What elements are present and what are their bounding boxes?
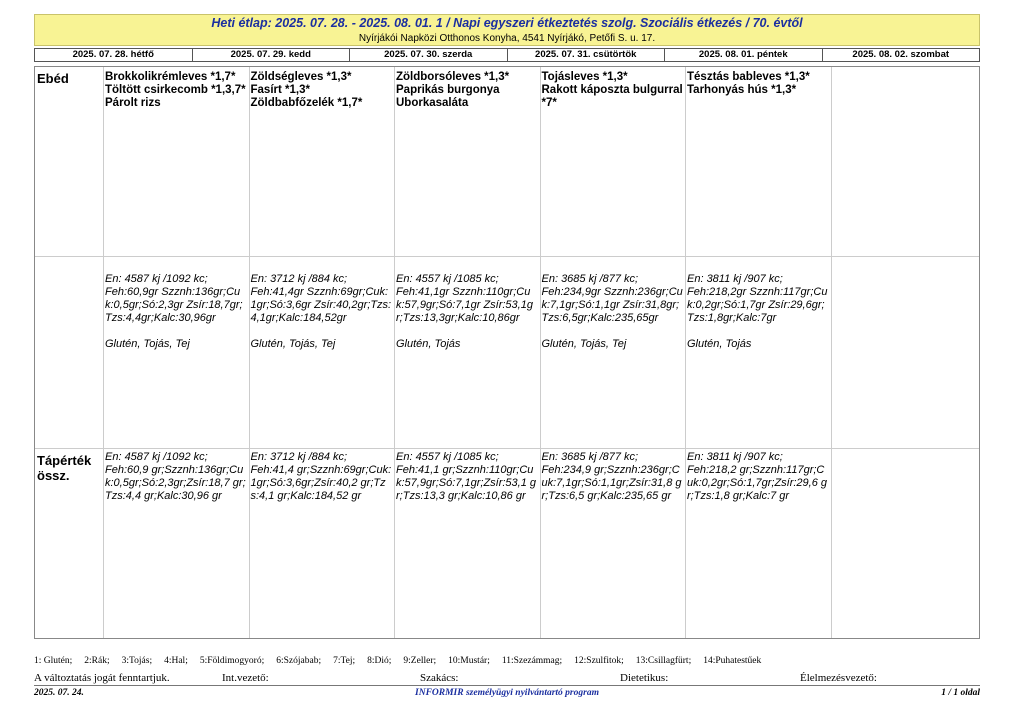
nutrient-detail: Feh:234,9 gr;Szznh:236gr;Cuk:7,1gr;Só:1,1gr;Zsír:31,8 gr;Tzs:6,5 gr;Kalc:235,65 gr xyxy=(541,464,682,502)
menu-cell xyxy=(249,67,395,256)
totals-row xyxy=(35,449,979,638)
totals-cell xyxy=(540,449,686,638)
menu-header xyxy=(34,14,980,46)
legend-item: 10:Mustár; xyxy=(448,656,490,666)
page-number: 1 / 1 oldal xyxy=(941,688,980,698)
nutrition-row xyxy=(35,257,979,449)
dish: Paprikás burgonya xyxy=(396,84,500,96)
legend-item: 9:Zeller; xyxy=(403,656,437,666)
energy-value: En: 3685 kj /877 kc; xyxy=(541,273,639,285)
int-head-signature: Int.vezető: xyxy=(222,672,269,684)
legend-item: 7:Tej; xyxy=(333,656,356,666)
dish: Tésztás bableves *1,3* xyxy=(687,71,810,83)
allergen-list: Glutén, Tojás xyxy=(687,338,752,350)
nutrition-cell xyxy=(685,257,831,448)
dish: Tojásleves *1,3* xyxy=(541,71,628,83)
legend-item: 5:Földimogyoró; xyxy=(199,656,265,666)
nutrient-detail: Feh:41,4gr Szznh:69gr;Cuk:1gr;Só:3,6gr Zsír:40,2gr;Tzs:4,1gr;Kalc:184,52gr xyxy=(250,286,392,324)
page-footer xyxy=(34,688,980,702)
nutrition-cell xyxy=(831,257,980,448)
nutrient-detail: Feh:218,2gr Szznh:117gr;Cuk:0,2gr;Só:1,7gr Zsír:29,6gr;Tzs:1,8gr;Kalc:7gr xyxy=(687,286,828,324)
disclaimer: A változtatás jogát fenntartjuk. xyxy=(34,672,170,684)
day-header-row xyxy=(34,48,980,62)
lunch-row xyxy=(35,67,979,257)
menu-title: Heti étlap: 2025. 07. 28. - 2025. 08. 01. 1 / Napi egyszeri étkeztetés szolg. Szociális étkezés / 70. évtől xyxy=(211,16,803,30)
totals-cell xyxy=(249,449,395,638)
energy-value: En: 3811 kj /907 kc; xyxy=(687,273,783,285)
legend-item: 3:Tojás; xyxy=(121,656,153,666)
allergen-list: Glutén, Tojás, Tej xyxy=(105,338,190,350)
legend-item: 11:Szezámmag; xyxy=(501,656,563,666)
nutrition-cell xyxy=(103,257,249,448)
dish: Zöldségleves *1,3* xyxy=(250,71,352,83)
dish: Uborkasaláta xyxy=(396,97,469,109)
nutrient-detail: Feh:41,1 gr;Szznh:110gr;Cuk:57,9gr;Só:7,1gr;Zsír:53,1 gr;Tzs:13,3 gr;Kalc:10,86 gr xyxy=(396,464,537,502)
legend-item: 8:Dió; xyxy=(367,656,392,666)
dish: Rakott káposzta bulgurral *7* xyxy=(541,84,683,109)
signature-line xyxy=(34,672,980,686)
nutrient-detail: Feh:60,9 gr;Szznh:136gr;Cuk:0,5gr;Só:2,3gr;Zsír:18,7 gr;Tzs:4,4 gr;Kalc:30,96 gr xyxy=(105,464,246,502)
nutrient-detail: Feh:41,1gr Szznh:110gr;Cuk:57,9gr;Só:7,1gr Zsír:53,1gr;Tzs:13,3gr;Kalc:10,86gr xyxy=(396,286,533,324)
nutrition-cell xyxy=(249,257,395,448)
energy-value: En: 4587 kj /1092 kc; xyxy=(105,273,208,285)
dish: Töltött csirkecomb *1,3,7* xyxy=(105,84,246,96)
energy-value: En: 3712 kj /884 kc; xyxy=(250,451,348,463)
allergen-list: Glutén, Tojás xyxy=(396,338,461,350)
dish: Brokkolikrémleves *1,7* xyxy=(105,71,236,83)
nutrient-detail: Feh:60,9gr Szznh:136gr;Cuk:0,5gr;Só:2,3gr Zsír:18,7gr;Tzs:4,4gr;Kalc:30,96gr xyxy=(105,286,243,324)
menu-cell xyxy=(685,67,831,256)
energy-value: En: 3685 kj /877 kc; xyxy=(541,451,639,463)
totals-label: Tápérték össz. xyxy=(37,453,92,483)
program-name: INFORMIR személyügyi nyilvántartó program xyxy=(415,688,599,698)
menu-cell xyxy=(103,67,249,256)
energy-value: En: 3712 kj /884 kc; xyxy=(250,273,348,285)
day-header: 2025. 07. 31. csütörtök xyxy=(508,49,666,61)
legend-item: 4:Hal; xyxy=(164,656,188,666)
legend-item: 13:Csillagfürt; xyxy=(635,656,692,666)
totals-cell xyxy=(831,449,980,638)
nutrition-cell xyxy=(540,257,686,448)
print-date: 2025. 07. 24. xyxy=(34,688,84,698)
legend-item: 1: Glutén; xyxy=(34,656,73,666)
chef-signature: Szakács: xyxy=(420,672,459,684)
totals-cell xyxy=(685,449,831,638)
legend-item: 14:Puhatestűek xyxy=(703,656,762,666)
menu-cell xyxy=(831,67,980,256)
dish: Tarhonyás hús *1,3* xyxy=(687,84,797,96)
nutrient-detail: Feh:218,2 gr;Szznh:117gr;Cuk:0,2gr;Só:1,7gr;Zsír:29,6 gr;Tzs:1,8 gr;Kalc:7 gr xyxy=(687,464,828,502)
totals-cell xyxy=(394,449,540,638)
allergen-legend xyxy=(34,656,980,666)
energy-value: En: 4557 kj /1085 kc; xyxy=(396,273,499,285)
dietitian-signature: Dietetikus: xyxy=(620,672,669,684)
day-header: 2025. 07. 30. szerda xyxy=(350,49,508,61)
allergen-list: Glutén, Tojás, Tej xyxy=(541,338,627,350)
dish: Párolt rizs xyxy=(105,97,161,109)
lunch-label: Ebéd xyxy=(37,71,69,86)
menu-cell xyxy=(394,67,540,256)
energy-value: En: 4587 kj /1092 kc; xyxy=(105,451,208,463)
energy-value: En: 4557 kj /1085 kc; xyxy=(396,451,499,463)
nutrient-detail: Feh:234,9gr Szznh:236gr;Cuk:7,1gr;Só:1,1gr Zsír:31,8gr;Tzs:6,5gr;Kalc:235,65gr xyxy=(541,286,683,324)
nutrition-cell xyxy=(394,257,540,448)
dish: Fasírt *1,3* xyxy=(250,84,310,96)
totals-cell xyxy=(103,449,249,638)
day-header: 2025. 07. 29. kedd xyxy=(193,49,351,61)
allergen-list: Glutén, Tojás, Tej xyxy=(250,338,336,350)
dish: Zöldborsóleves *1,3* xyxy=(396,71,510,83)
menu-grid xyxy=(34,66,980,639)
menu-cell xyxy=(540,67,686,256)
day-header: 2025. 07. 28. hétfő xyxy=(35,49,193,61)
kitchen-address: Nyírjákói Napközi Otthonos Konyha, 4541 Nyírjákó, Petőfi S. u. 17. xyxy=(358,33,656,44)
day-header: 2025. 08. 02. szombat xyxy=(852,49,950,60)
legend-item: 6:Szójabab; xyxy=(276,656,322,666)
energy-value: En: 3811 kj /907 kc; xyxy=(687,451,783,463)
dish: Zöldbabfőzelék *1,7* xyxy=(250,97,363,109)
legend-item: 12:Szulfitok; xyxy=(574,656,624,666)
nutrition-label xyxy=(35,257,103,448)
day-header: 2025. 08. 01. péntek xyxy=(665,49,823,61)
nutrient-detail: Feh:41,4 gr;Szznh:69gr;Cuk:1gr;Só:3,6gr;Zsír:40,2 gr;Tzs:4,1 gr;Kalc:184,52 gr xyxy=(250,464,392,502)
catering-head-signature: Élelmezésvezető: xyxy=(800,672,877,684)
legend-item: 2:Rák; xyxy=(84,656,110,666)
